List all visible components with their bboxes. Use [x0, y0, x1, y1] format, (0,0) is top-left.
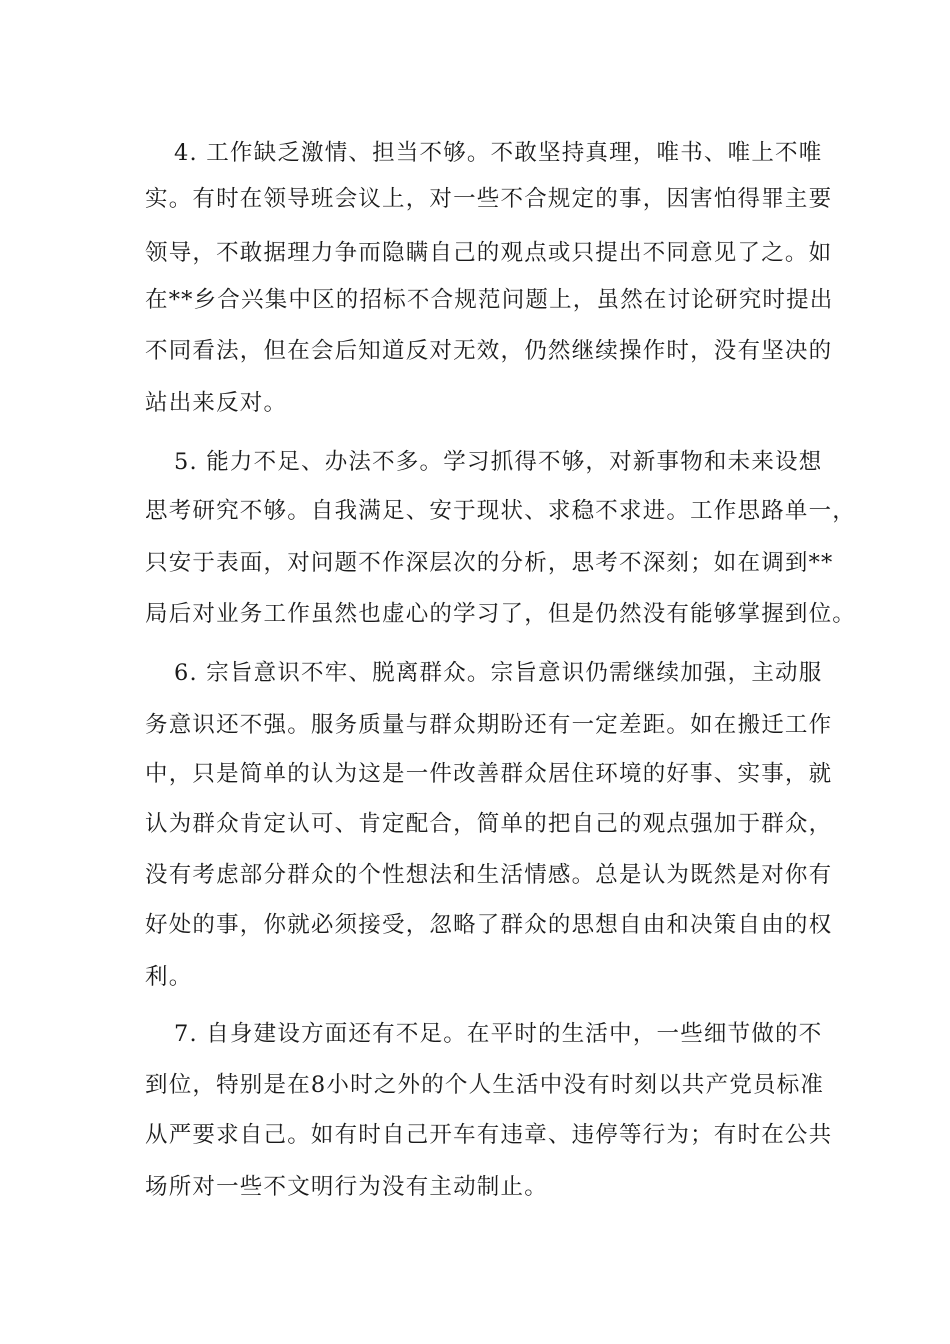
paragraph-6-line-2: 务意识还不强。服务质量与群众期盼还有一定差距。如在搬迁工作: [145, 712, 833, 738]
paragraph-5-line-2: 思考研究不够。自我满足、安于现状、求稳不求进。工作思路单一，: [145, 498, 857, 524]
paragraph-4-line-1: 4. 工作缺乏激情、担当不够。不敢坚持真理，唯书、唯上不唯: [174, 140, 823, 166]
paragraph-4-line-2: 实。有时在领导班会议上，对一些不合规定的事，因害怕得罪主要: [145, 186, 833, 212]
paragraph-7-line-1: 7. 自身建设方面还有不足。在平时的生活中，一些细节做的不: [174, 1021, 823, 1047]
paragraph-7-line-3: 从严要求自己。如有时自己开车有违章、违停等行为；有时在公共: [145, 1122, 833, 1148]
paragraph-5-line-4: 局后对业务工作虽然也虚心的学习了，但是仍然没有能够掌握到位。: [145, 601, 857, 627]
paragraph-6-line-5: 没有考虑部分群众的个性想法和生活情感。总是认为既然是对你有: [145, 862, 833, 888]
paragraph-6-line-1: 6. 宗旨意识不牢、脱离群众。宗旨意识仍需继续加强，主动服: [174, 660, 823, 686]
paragraph-4-line-4: 在**乡合兴集中区的招标不合规范问题上，虽然在讨论研究时提出: [145, 287, 834, 313]
paragraph-5-line-3: 只安于表面，对问题不作深层次的分析，思考不深刻；如在调到**: [145, 550, 834, 576]
paragraph-4-line-3: 领导，不敢据理力争而隐瞒自己的观点或只提出不同意见了之。如: [145, 240, 833, 266]
paragraph-5-line-1: 5. 能力不足、办法不多。学习抓得不够，对新事物和未来设想: [174, 449, 823, 475]
paragraph-4-line-6: 站出来反对。: [145, 390, 288, 416]
paragraph-6-line-6: 好处的事，你就必须接受，忽略了群众的思想自由和决策自由的权: [145, 912, 833, 938]
paragraph-7-line-2: 到位，特别是在8小时之外的个人生活中没有时刻以共产党员标准: [145, 1072, 825, 1098]
paragraph-7-line-4: 场所对一些不文明行为没有主动制止。: [145, 1174, 548, 1200]
paragraph-6-line-3: 中，只是简单的认为这是一件改善群众居住环境的好事、实事，就: [145, 761, 833, 787]
paragraph-4-line-5: 不同看法，但在会后知道反对无效，仍然继续操作时，没有坚决的: [145, 338, 833, 364]
paragraph-6-line-4: 认为群众肯定认可、肯定配合，简单的把自己的观点强加于群众，: [145, 811, 833, 837]
paragraph-6-line-7: 利。: [145, 964, 193, 990]
